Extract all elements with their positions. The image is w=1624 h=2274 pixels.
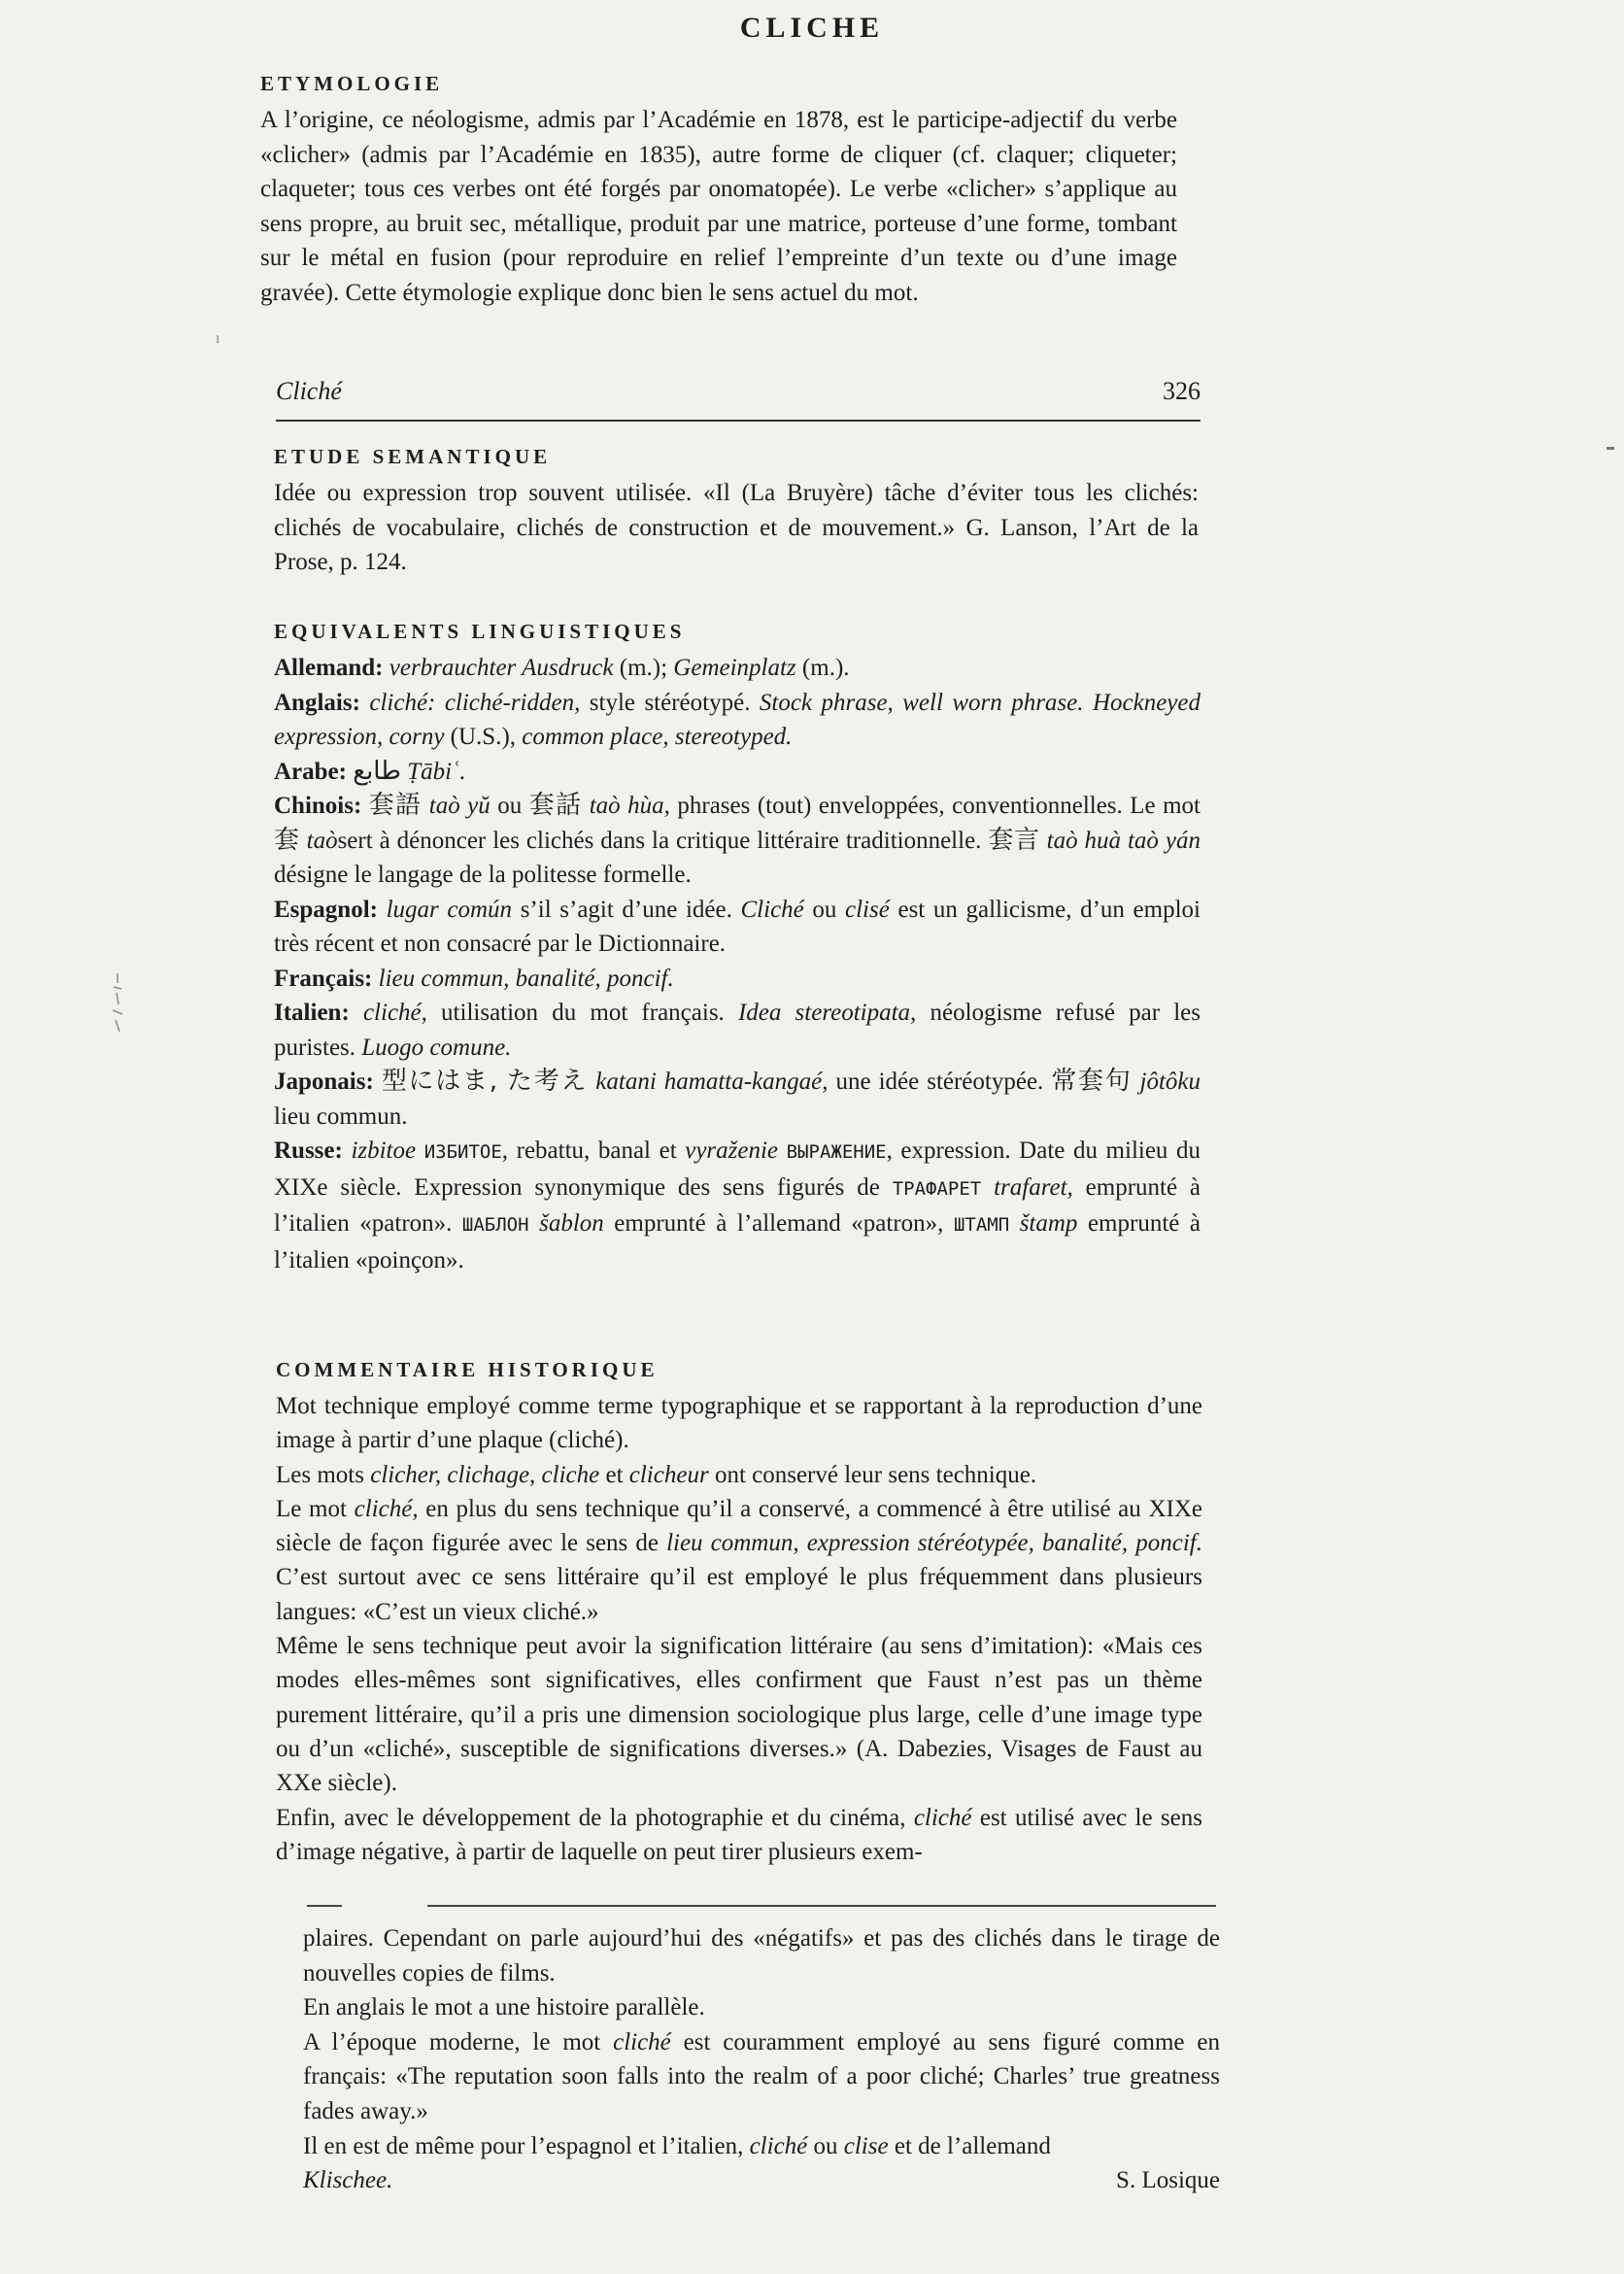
lang-label: Japonais: (274, 1069, 374, 1095)
continuation-section (303, 1921, 1220, 2198)
term: štamp (1019, 1210, 1078, 1237)
text: et (599, 1461, 629, 1488)
arabic-script: طابع (353, 756, 401, 786)
term: Gemeinplatz (673, 655, 796, 681)
equiv-anglais (274, 686, 1201, 755)
term: common place, stereotyped. (522, 724, 793, 750)
commentaire-p4: Même le sens technique peut avoir la signification littéraire (au sens d’imitation): «Mais ces modes elles-mêmes sont significatives, elles confirment que Faust n’est pas un thème purement littéraire, qu’il a pris une dimension sociologique plus large, celle d’une image type ou d’un «cliché», susceptible de significations diverses.» (A. Dabezies, Visages de Faust au XXe siècle). (276, 1633, 1202, 1797)
term: lieu commun, expression stéréotypée, banalité, poncif. (666, 1530, 1202, 1557)
lang-label: Allemand: (274, 655, 384, 681)
term: trafaret, (994, 1173, 1073, 1201)
commentaire-section (276, 1356, 1202, 1869)
margin-tick: ı (216, 330, 220, 347)
term: Ṭābiʿ. (407, 758, 466, 785)
etymologie-heading: ETYMOLOGIE (260, 72, 444, 95)
text: est un gallicisme, d’un emploi très récent et non consacré par le Dictionnaire. (274, 896, 1201, 957)
term: cliché, (362, 1000, 427, 1026)
lang-label: Français: (274, 965, 373, 992)
lang-label: Italien: (274, 1000, 350, 1026)
term: Idea stereotipata, (737, 1000, 917, 1026)
term: cliché, (354, 1495, 419, 1522)
equiv-arabe (274, 755, 1201, 790)
cyrillic-word: ТРАФАРЕТ (892, 1177, 982, 1200)
term: Stock phrase, well worn phrase. Hockneyed expression, corny (274, 689, 1201, 750)
text: ou (807, 2132, 844, 2159)
text: est couramment employé au sens figuré comme en français: «The reputation soon falls into the realm of a poor cliché; Charles’ true greatness fades away.» (303, 2028, 1220, 2124)
edge-mark (1607, 447, 1614, 450)
term: clise (843, 2132, 889, 2159)
term: izbitoe (351, 1137, 417, 1164)
term: Cliché (740, 896, 804, 923)
term: taò yŭ (428, 793, 491, 819)
cyrillic-word: ИЗБИТОЕ (423, 1141, 502, 1163)
term: Luogo comune. (361, 1034, 512, 1061)
footer-p2: En anglais le mot a une histoire parallèle. (303, 1994, 705, 2021)
equiv-allemand (274, 651, 1201, 686)
chinese-characters: 套語 (368, 791, 423, 820)
cyrillic-word: ВЫРАЖЕНИЕ (786, 1141, 887, 1163)
text: (m.). (795, 655, 850, 681)
margin-scribble (109, 971, 126, 1039)
term: taò hùa, (589, 793, 670, 819)
term: clicheur (628, 1461, 709, 1488)
text: utilisation du mot français. (426, 1000, 738, 1026)
footer-p1: plaires. Cependant on parle aujourd’hui des «négatifs» et pas des clichés dans le tirage de nouvelles copies de films. (303, 1925, 1220, 1986)
term: šablon (539, 1210, 604, 1237)
text: (U.S.), (444, 724, 523, 750)
footer-p3 (303, 2025, 1220, 2129)
text: une idée stéréotypée. (828, 1069, 1052, 1095)
term: clisé (845, 896, 890, 923)
commentaire-heading: COMMENTAIRE HISTORIQUE (276, 1358, 659, 1381)
text: ont conservé leur sens technique. (708, 1461, 1037, 1488)
chinese-characters: 套言 (988, 825, 1040, 855)
entry-number: 326 (1163, 377, 1201, 405)
semantique-section (274, 443, 1199, 580)
page-title: CLICHE (739, 12, 885, 44)
lang-label: Espagnol: (274, 896, 378, 923)
text: (m.); (613, 655, 674, 681)
divider-long (427, 1905, 1216, 1907)
footer-p5 (303, 2163, 392, 2198)
commentaire-p2 (276, 1458, 1202, 1492)
etymologie-section (260, 70, 1177, 310)
term: lieu commun, banalité, poncif. (378, 965, 674, 992)
text: phrases (tout) enveloppées, conventionnelles. Le mot (669, 793, 1201, 819)
signature-row (303, 2163, 1220, 2198)
lang-label: Chinois: (274, 793, 362, 819)
term: vyraženie (685, 1137, 779, 1164)
text: Enfin, avec le développement de la photographie et du cinéma, (276, 1804, 914, 1831)
text: s’il s’agit d’une idée. (512, 896, 741, 923)
term: lugar común (386, 896, 513, 923)
text: est utilisé avec le sens d’image négative, à partir de laquelle on peut tirer plusieurs exem- (276, 1804, 1202, 1865)
text: en plus du sens technique qu’il a conservé, a commencé à être utilisé au XIXe siècle de façon figurée avec le sens de (276, 1495, 1202, 1557)
text: A l’époque moderne, le mot (303, 2028, 614, 2055)
text: et de l’allemand (888, 2132, 1051, 2159)
text: ou (803, 896, 846, 923)
term: cliché (913, 1804, 972, 1831)
japanese-characters: 型にはま, た考え (381, 1067, 589, 1096)
lang-label: Anglais: (274, 689, 360, 716)
term: Klischee. (303, 2167, 393, 2194)
commentaire-p5 (276, 1801, 1202, 1870)
text: , rebattu, banal et (501, 1137, 686, 1164)
text: emprunté à l’italien «patron». (274, 1173, 1201, 1237)
text: C’est surtout avec ce sens littéraire qu’il est employé le plus fréquemment dans plusieurs langues: «C’est un vieux cliché.» (276, 1564, 1202, 1625)
term: cliché (613, 2028, 671, 2055)
entry-header (276, 377, 1201, 422)
divider-short (307, 1905, 342, 1907)
semantique-text: Idée ou expression trop souvent utilisée. «Il (La Bruyère) tâche d’éviter tous les clichés: clichés de vocabulaire, clichés de construction et de mouvement.» G. Lanson, l’Art de la Prose, p. 124. (274, 480, 1199, 575)
etymologie-text: A l’origine, ce néologisme, admis par l’Académie en 1878, est le participe-adjectif du verbe «clicher» (admis par l’Académie en 1835), autre forme de cliquer (cf. claquer; cliqueter; claqueter; tous ces verbes ont été forgés par onomatopée). Le verbe «clicher» s’applique au sens propre, au bruit sec, métallique, produit par une matrice, porteuse d’une forme, tombant sur le métal en fusion (pour reproduire en relief l’empreinte d’un texte ou d’une image gravée). Cette étymologie explique donc bien le sens actuel du mot. (260, 107, 1177, 306)
term: katani hamatta-kangaé, (595, 1069, 829, 1095)
term: clicher, clichage, cliche (370, 1461, 600, 1488)
text: Le mot (276, 1495, 355, 1522)
lang-label: Arabe: (274, 758, 347, 785)
equiv-espagnol (274, 893, 1201, 962)
commentaire-p3 (276, 1492, 1202, 1629)
text: emprunté à l’italien «poinçon». (274, 1210, 1201, 1273)
entry-name: Cliché (276, 377, 342, 405)
term: cliché (749, 2132, 808, 2159)
chinese-characters: 套話 (528, 791, 583, 820)
commentaire-p1: Mot technique employé comme terme typographique et se rapportant à la reproduction d’une image à partir d’une plaque (cliché). (276, 1393, 1202, 1454)
cyrillic-word: ШТАМП (953, 1214, 1010, 1236)
text: Les mots (276, 1461, 371, 1488)
term: cliché: cliché-ridden, (369, 689, 581, 716)
equiv-chinois (274, 789, 1201, 893)
semantique-heading: ETUDE SEMANTIQUE (274, 445, 552, 468)
equivalents-section (274, 618, 1201, 1277)
text: sert à dénoncer les clichés dans la critique littéraire traditionnelle. (337, 827, 989, 854)
term: verbrauchter Ausdruck (389, 655, 614, 681)
text: désigne le langage de la politesse formelle. (274, 862, 692, 888)
author-signature: S. Losique (1116, 2167, 1220, 2194)
cyrillic-word: ШАБЛОН (461, 1214, 529, 1236)
footer-p4 (303, 2129, 1220, 2164)
term: taò huà taò yán (1046, 827, 1201, 854)
japanese-characters: 常套句 (1051, 1067, 1133, 1096)
text: Il en est de même pour l’espagnol et l’italien, (303, 2132, 750, 2159)
equivalents-heading: EQUIVALENTS LINGUISTIQUES (274, 620, 686, 643)
text: style stéréotypé. (580, 689, 760, 716)
text: ou (490, 793, 529, 819)
term: taò (306, 827, 338, 854)
equiv-italien (274, 996, 1201, 1065)
chinese-characters: 套 (274, 825, 300, 855)
equiv-francais (274, 962, 1201, 997)
text: néologisme refusé par les puristes. (274, 1000, 1201, 1061)
equiv-japonais (274, 1065, 1201, 1134)
text: , expression. Date du milieu du XIXe siècle. Expression synonymique des sens figurés de (274, 1137, 1201, 1201)
lang-label: Russe: (274, 1137, 343, 1164)
text: emprunté à l’allemand «patron», (603, 1210, 954, 1237)
text: lieu commun. (274, 1103, 408, 1130)
term: jôtôku (1139, 1069, 1201, 1095)
equiv-russe (274, 1134, 1201, 1277)
